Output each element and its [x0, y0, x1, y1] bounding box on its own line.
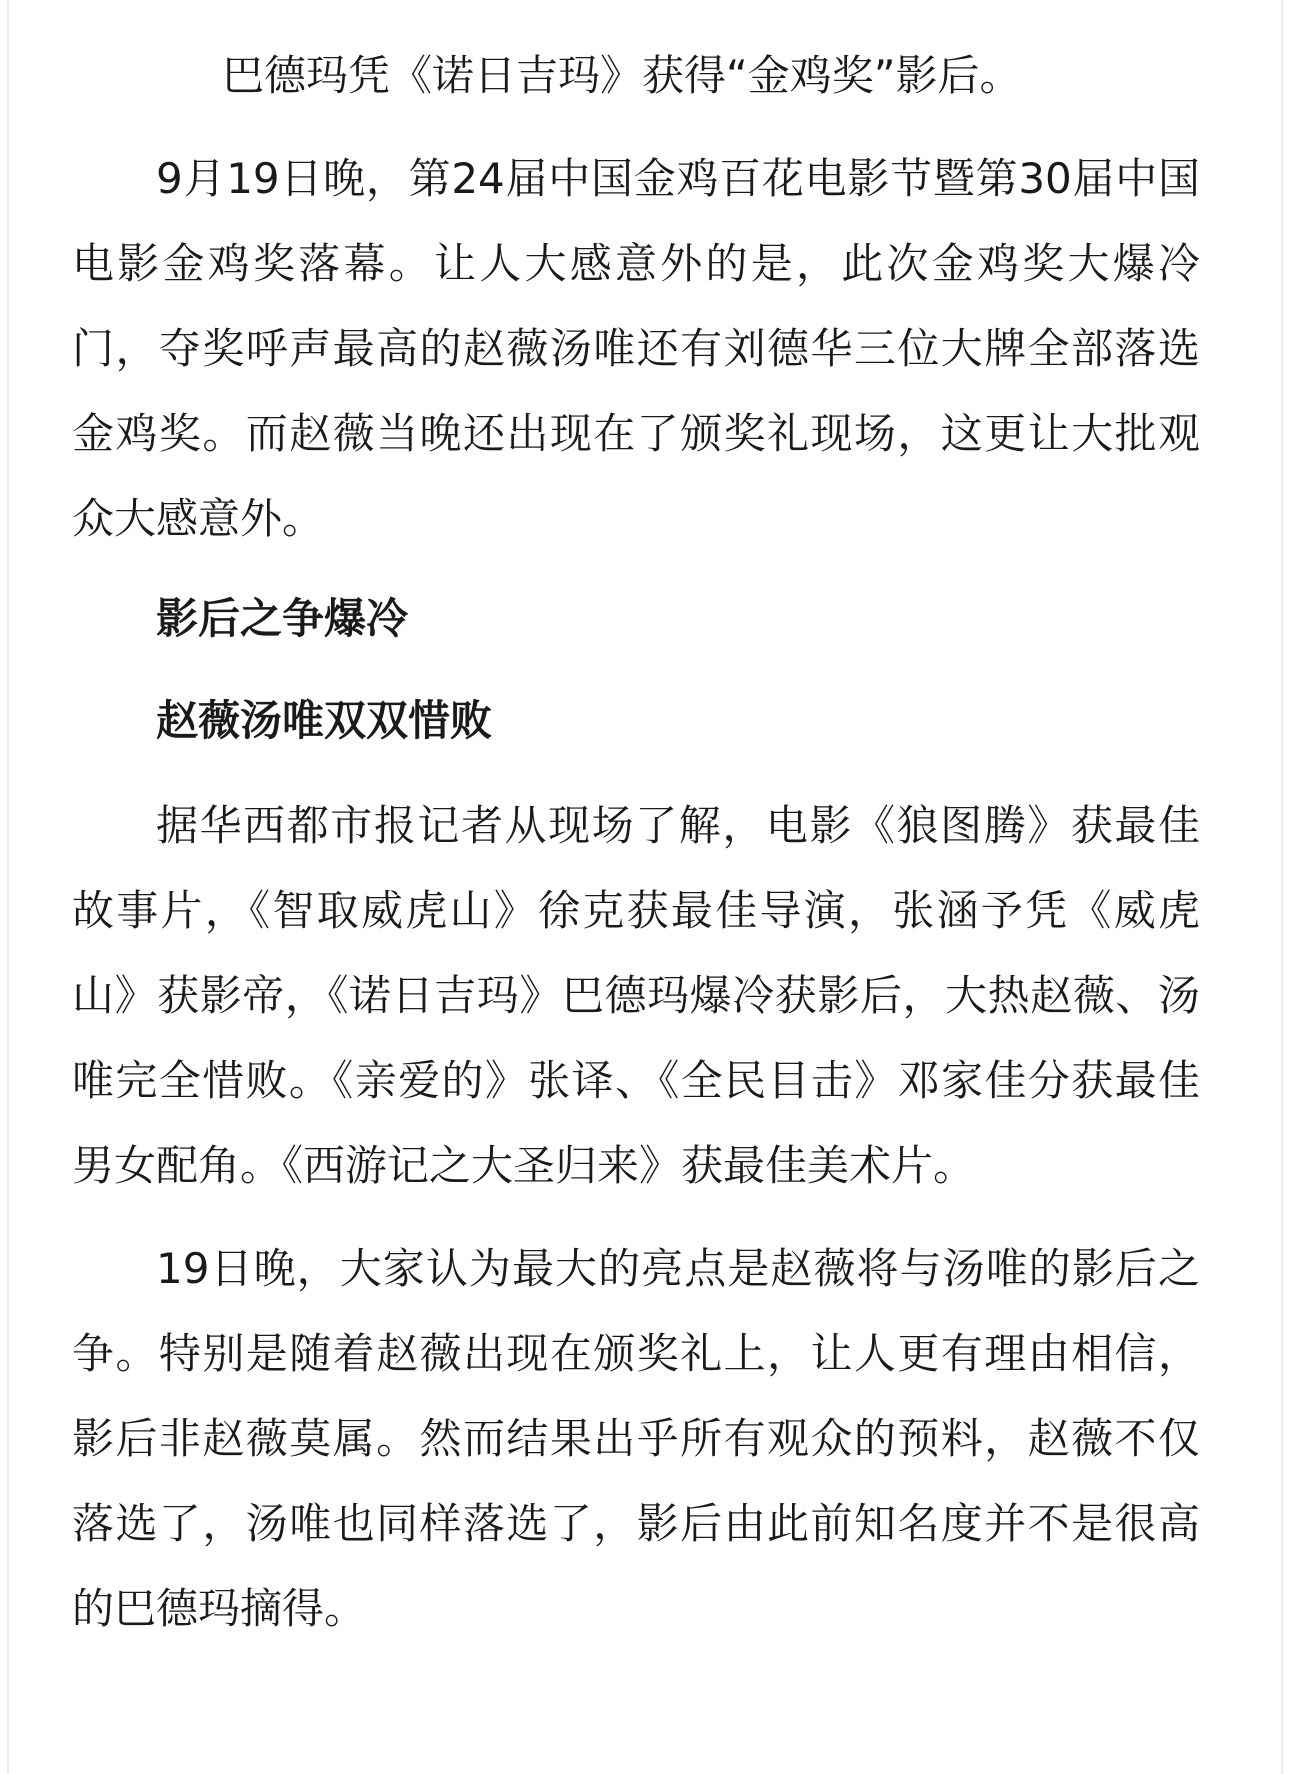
article-paragraph: 据华西都市报记者从现场了解，电影《狼图腾》获最佳故事片，《智取威虎山》徐克获最佳导演，张涵予凭《威虎山》获影帝，《诺日吉玛》巴德玛爆冷获影后，大热赵薇、汤唯完全惜败。《亲爱的》张译、《全民目击》邓家佳分获最佳男女配角。《西游记之大圣归来》获最佳美术片。 [72, 801, 1200, 1190]
article-paragraph: 19日晚，大家认为最大的亮点是赵薇将与汤唯的影后之争。特别是随着赵薇出现在颁奖礼上，让人更有理由相信，影后非赵薇莫属。然而结果出乎所有观众的预料，赵薇不仅落选了，汤唯也同样落选了，影后由此前知名度并不是很高的巴德玛摘得。 [72, 1244, 1200, 1633]
article-body [72, 36, 1200, 1669]
article-paragraph: 9月19日晚，第24届中国金鸡百花电影节暨第30届中国电影金鸡奖落幕。让人大感意外的是，此次金鸡奖大爆冷门，夺奖呼声最高的赵薇汤唯还有刘德华三位大牌全部落选金鸡奖。而赵薇当晚还出现在了颁奖礼现场，这更让大批观众大感意外。 [72, 154, 1200, 543]
page-right-border [1281, 0, 1283, 1774]
image-caption: 巴德玛凭《诺日吉玛》获得“金鸡奖”影后。 [222, 51, 1022, 100]
section-heading: 影后之争爆冷 [156, 594, 409, 643]
section-subheading: 赵薇汤唯双双惜败 [156, 696, 493, 745]
page-left-border [7, 0, 9, 1774]
